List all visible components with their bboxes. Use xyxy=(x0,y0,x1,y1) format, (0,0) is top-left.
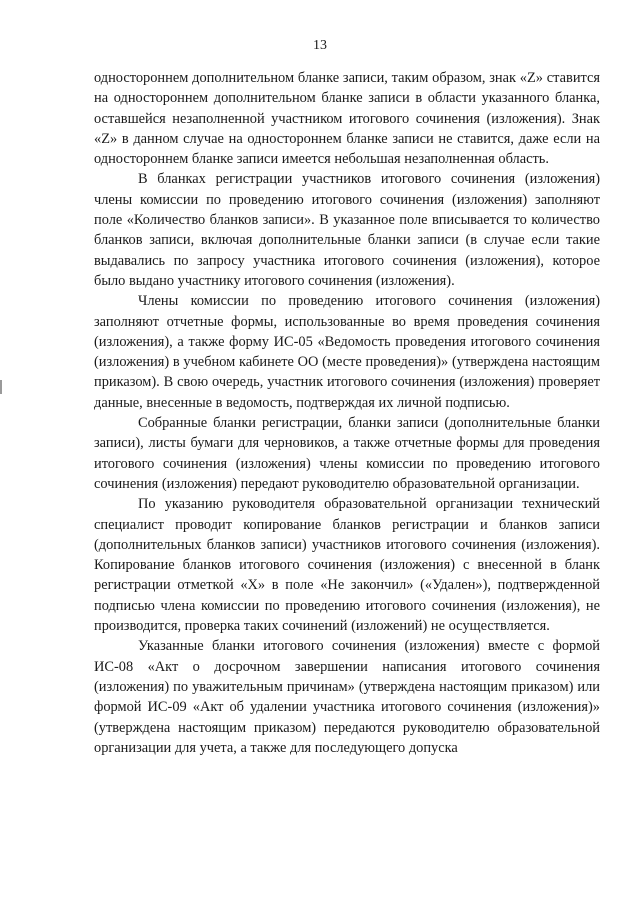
document-body xyxy=(94,68,600,758)
paragraph-copying: По указанию руководителя образовательной организации технический специалист проводит копирование бланков регистрации и бланков записи (дополнительных бланков записи) участников итогового сочинения (изложения). Копирование бланков итогового сочинения (изложения) с внесенной в бланк регистрации отметкой «X» в поле «Не закончил» («Удален»), подтвержденной подписью члена комиссии по проведению итогового сочинения (изложения), не производится, проверка таких сочинений (изложений) не осуществляется. xyxy=(94,496,600,635)
paragraph-registration-forms: В бланках регистрации участников итогового сочинения (изложения) члены комиссии по проведению итогового сочинения (изложения) заполняют поле «Количество бланков записи». В указанное поле вписывается то количество бланков записи, включая дополнительные бланки записи (в случае если такие выдавались по запросу участника итогового сочинения (изложения), которое было выдано участнику итогового сочинения (изложения). xyxy=(94,171,600,289)
paragraph-report-forms: Члены комиссии по проведению итогового сочинения (изложения) заполняют отчетные формы, использованные во время проведения сочинения (изложения), а также форму ИС-05 «Ведомость проведения итогового сочинения (изложения) в учебном кабинете ОО (месте проведения)» (утверждена настоящим приказом). В свою очередь, участник итогового сочинения (изложения) проверяет данные, внесенные в ведомость, подтверждая их личной подписью. xyxy=(94,293,600,411)
paragraph-collected-forms: Собранные бланки регистрации, бланки записи (дополнительные бланки записи), листы бумаги для черновиков, а также отчетные формы для проведения итогового сочинения (изложения) члены комиссии по проведению итогового сочинения (изложения) передают руководителю образовательной организации. xyxy=(94,415,600,492)
page-number: 13 xyxy=(313,38,327,53)
scan-margin-mark xyxy=(0,380,2,394)
paragraph-transfer: Указанные бланки итогового сочинения (изложения) вместе с формой ИС-08 «Акт о досрочном завершении написания итогового сочинения (изложения) по уважительным причинам» (утверждена настоящим приказом) или формой ИС-09 «Акт об удалении участника итогового сочинения (изложения)» (утверждена настоящим приказом) передаются руководителю образовательной организации для учета, а также для последующего допуска xyxy=(94,638,600,756)
paragraph-continuation: одностороннем дополнительном бланке записи, таким образом, знак «Z» ставится на одностороннем дополнительном бланке записи в области указанного бланка, оставшейся незаполненной участником итогового сочинения (изложения). Знак «Z» в данном случае на одностороннем бланке записи не ставится, даже если на одностороннем бланке записи имеется небольшая незаполненная область. xyxy=(94,70,600,168)
